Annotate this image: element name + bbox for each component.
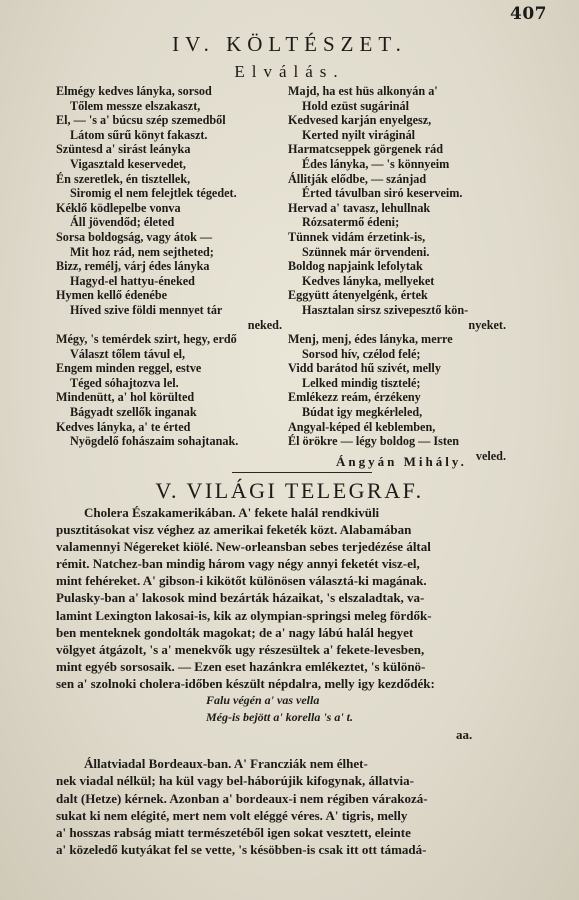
poem-line: Én szeretlek, én tisztellek, <box>56 171 191 186</box>
poem-line: El, — 's a' búcsu szép szemedből <box>56 113 226 128</box>
poem-line: Tőlem messze elszakaszt, <box>70 98 201 113</box>
poem-line: Szünnek már örvendeni. <box>302 244 430 259</box>
poem-line: Sorsod hív, czélod felé; <box>302 346 421 361</box>
poem-line: Mégy, 's temérdek szirt, hegy, erdő <box>56 332 237 347</box>
poem-line: veled. <box>475 448 506 463</box>
text-line: pusztitásokat visz véghez az amerikai feketék közt. Alabamában <box>56 522 412 538</box>
poem-line: Engem minden reggel, estve <box>56 361 202 376</box>
text-line: valamennyi Négereket kiölé. New-orleansban sebes terjedézése által <box>56 539 431 555</box>
text-line: nek viadal nélkül; ha kül vagy bel-háborújik kifogynak, állatvia- <box>56 773 414 789</box>
poem-line: Bágyadt szellők inganak <box>70 405 197 420</box>
poem-line: Él örökre — légy boldog — Isten <box>288 434 460 449</box>
poem-column-right <box>288 84 506 463</box>
poem-line: neked. <box>247 317 282 332</box>
text-line: ben menteknek gondolták magokat; de a' nagy lábú halál hegyet <box>56 624 414 640</box>
text-line: a' hosszas rabság miatt természetéből igen sokat vesztett, eleinte <box>56 824 411 840</box>
poem-line: Vigasztald keservedet, <box>70 156 186 171</box>
section-title-poetry: IV. KÖLTÉSZET. <box>172 32 407 56</box>
poem-line: Búdat igy megkérleled, <box>302 405 423 420</box>
page-number: 407 <box>510 4 547 24</box>
text-line: a' közeledő kutyákat fel se vette, 's késöbben-is csak itt ott támadá- <box>56 841 427 857</box>
poem-line: Érted távulban siró keserveim. <box>302 186 463 201</box>
poem-line: Vidd barátod hű szivét, melly <box>288 361 441 376</box>
poem-line: Téged sóhajtozva lel. <box>70 375 179 390</box>
folk-song-quote-line: Még-is bejött a' korella 's a' t. <box>206 710 353 725</box>
poem-line: Látom sűrű könyt fakaszt. <box>70 127 208 142</box>
text-line: Pulasky-ban a' lakosok mind bezárták házaikat, 's elszaladtak, va- <box>56 590 425 606</box>
poem-line: nyeket. <box>468 317 506 332</box>
text-line: lamint Lexington lakosai-is, kik az olympian-springsi meleg fördők- <box>56 607 432 623</box>
poem-line: Kedves lányka, mellyeket <box>302 273 435 288</box>
poem-line: Áll jövendőd; életed <box>70 215 175 230</box>
text-line: mint fehéreket. A' gibson-i kikötőt különösen választá-ki magának. <box>56 573 427 589</box>
poem-line: Mindenütt, a' hol körülted <box>56 390 195 405</box>
text-line: rémit. Natchez-ban mindig három vagy négy annyi feketét visz-el, <box>56 556 420 572</box>
section-divider <box>232 472 372 473</box>
poem-line: Édes lányka, — 's könnyeim <box>302 156 450 171</box>
text-line: sukat ki nem elégité, mert nem volt eléggé véres. A' tigris, melly <box>56 807 408 823</box>
poem-line: Mit hoz rád, nem sejtheted; <box>70 244 214 259</box>
poem-author-signature: Ángyán Mihály. <box>336 454 467 469</box>
poem-line: Hold ezüst sugárinál <box>302 98 409 113</box>
poem-line: Menj, menj, édes lányka, merre <box>288 332 453 347</box>
poem-line: Emlékezz reám, érzékeny <box>288 390 421 405</box>
text-line: Állatviadal Bordeaux-ban. A' Francziák nem élhet- <box>84 756 368 772</box>
poem-line: Kéklő ködlepelbe vonva <box>56 200 181 215</box>
poem-line: Elmégy kedves lányka, sorsod <box>56 84 212 98</box>
text-line: Cholera Északamerikában. A' fekete halál rendkivüli <box>84 505 380 520</box>
text-line: völgyet átgázolt, 's a' menekvők ugy részesültek a' fekete-levesben, <box>56 641 425 657</box>
folk-song-quote-line: Falu végén a' vas vella <box>206 693 320 708</box>
poem-line: Angyal-képed él keblemben, <box>288 419 436 434</box>
poem-line: Bizz, remélj, várj édes lányka <box>56 259 210 274</box>
text-line: sen a' szolnoki cholera-időben készült népdalra, melly igy kezdődék: <box>56 675 435 691</box>
text-line: mint egyéb sorsosaik. — Ezen eset hazánkra emlékeztet, 's különö- <box>56 658 426 674</box>
poem-line: Híved szive földi mennyet tár <box>70 302 223 317</box>
poem-line: Hymen kellő édenébe <box>56 288 168 303</box>
poem-line: Hervad a' tavasz, lehullnak <box>288 200 431 215</box>
poem-line: Választ tőlem távul el, <box>70 346 186 361</box>
news-text-block <box>56 504 518 858</box>
poem-line: Harmatcseppek görgenek rád <box>288 142 444 157</box>
poem-line: Lelked mindig tisztelé; <box>302 375 421 390</box>
poem-line: Hasztalan sirsz szivepesztő kön- <box>302 302 469 317</box>
text-line <box>56 743 518 755</box>
poem-line: Hagyd-el hattyu-éneked <box>70 273 195 288</box>
poem-line: Majd, ha est hüs alkonyán a' <box>288 84 438 98</box>
poem-line: Nyögdelő fohászaim sohajtanak. <box>70 434 239 449</box>
poem-line: Szüntesd a' sirást leányka <box>56 142 191 157</box>
text-line: dalt (Hetze) kérnek. Azonban a' bordeaux-i nem régiben várakozá- <box>56 790 428 806</box>
section-title-telegraph: V. VILÁGI TELEGRAF. <box>155 478 424 503</box>
poem-line: Kedves lányka, a' te érted <box>56 419 191 434</box>
poem-line: Eggyütt átenyelgénk, értek <box>288 288 428 303</box>
poem-title: Elválás. <box>234 62 345 81</box>
text-line: aa. <box>456 727 473 743</box>
poem-line: Sorsa boldogság, vagy átok — <box>56 229 213 244</box>
poem-line: Állitják elődbe, — szánjad <box>288 171 427 186</box>
poem-line: Tünnek vidám érzetink-is, <box>288 229 426 244</box>
poem-line: Boldog napjaink lefolytak <box>288 259 423 274</box>
poem-line: Siromig el nem felejtlek tégedet. <box>70 186 237 201</box>
poem-column-left <box>56 84 282 449</box>
poem-line: Rózsatermő édeni; <box>302 215 400 230</box>
poem-line: Kerted nyilt viráginál <box>302 127 416 142</box>
poem-line: Kedvesed karján enyelgesz, <box>288 113 432 128</box>
